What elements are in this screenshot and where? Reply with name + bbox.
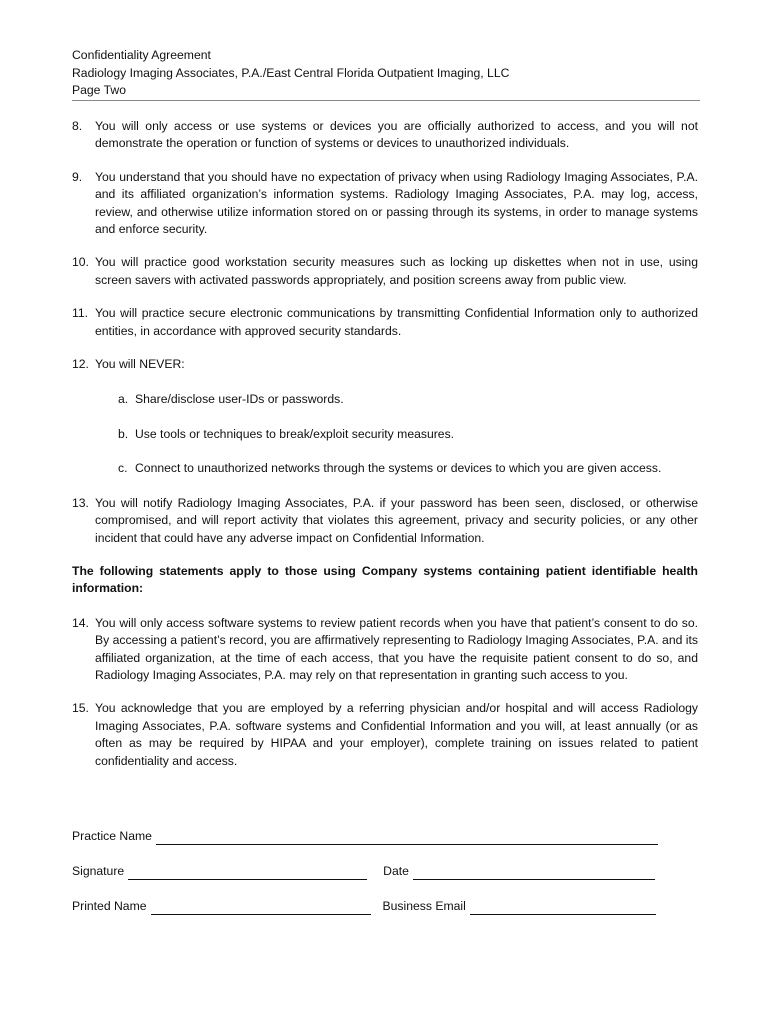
practice-name-row <box>72 828 658 845</box>
header-page-number: Page Two <box>72 83 126 97</box>
clause-text: You acknowledge that you are employed by a referring physician and/or hospital and will access Radiology Imaging Associates, P.A. software systems and Confidential Information and you will, at least annually (or as often as may be required by HIPAA and your employer), complete training on issues related to patient confidentiality and access. <box>95 701 698 768</box>
clause-12b <box>118 426 698 443</box>
clause-10 <box>72 254 698 289</box>
clause-text: You will notify Radiology Imaging Associates, P.A. if your password has been seen, disclosed, or otherwise compromised, and will report activity that violates this agreement, privacy and security policies, or any other incident that could have any adverse impact on Confidential Information. <box>95 495 698 545</box>
clause-8 <box>72 118 698 153</box>
clause-text: You will practice secure electronic communications by transmitting Confidential Information only to authorized entities, in accordance with approved security standards. <box>95 306 698 338</box>
printed-name-line[interactable] <box>151 902 371 915</box>
clause-9 <box>72 169 698 239</box>
signature-field[interactable] <box>72 863 367 880</box>
clause-number: 12. <box>72 357 89 372</box>
signature-label: Signature <box>72 864 125 878</box>
clause-text: You will practice good workstation security measures such as locking up diskettes when not in use, using screen savers with activated passwords appropriately, and position screens away from public view. <box>95 255 698 287</box>
clause-12a <box>118 391 698 408</box>
subclause-letter: a. <box>118 392 129 407</box>
date-line[interactable] <box>413 867 655 880</box>
printed-name-field[interactable] <box>72 898 371 915</box>
signature-date-row <box>72 863 655 880</box>
clause-text: You understand that you should have no expectation of privacy when using Radiology Imaging Associates, P.A. and its affiliated organization’s information systems. Radiology Imaging Associates, P.A. may log, access, review, and otherwise utilize information stored on or passing through its systems, in order to manage systems and enforce security. <box>95 169 698 237</box>
agreement-body <box>72 118 698 786</box>
subclause-text: Use tools or techniques to break/exploit security measures. <box>135 426 455 441</box>
date-field[interactable] <box>383 863 655 880</box>
clause-text: You will only access or use systems or devices you are officially authorized to access, and you will not demonstrate the operation or function of systems or devices to unauthorized individuals. <box>95 119 698 151</box>
clause-15 <box>72 700 698 770</box>
clause-number: 13. <box>72 495 89 510</box>
practice-name-line[interactable] <box>156 832 658 845</box>
phi-notice: The following statements apply to those using Company systems containing patient identifiable health information: <box>72 563 698 596</box>
date-label: Date <box>383 864 409 878</box>
business-email-label: Business Email <box>382 899 466 913</box>
clause-text: You will NEVER: <box>95 357 185 372</box>
clause-number: 14. <box>72 615 89 630</box>
clause-12 <box>72 356 698 373</box>
header-organization: Radiology Imaging Associates, P.A./East Central Florida Outpatient Imaging, LLC <box>72 65 510 80</box>
clause-number: 11. <box>72 306 89 321</box>
clause-12c <box>118 460 698 477</box>
business-email-line[interactable] <box>470 902 656 915</box>
header-title: Confidentiality Agreement <box>72 48 211 62</box>
practice-name-field[interactable] <box>72 828 658 845</box>
clause-14 <box>72 615 698 685</box>
clause-13 <box>72 495 698 547</box>
subclause-text: Connect to unauthorized networks through the systems or devices to which you are given access. <box>135 461 662 476</box>
business-email-field[interactable] <box>383 898 656 915</box>
printed-name-label: Printed Name <box>72 899 147 913</box>
signature-line[interactable] <box>128 867 367 880</box>
page-header <box>72 47 700 100</box>
clause-text: You will only access software systems to review patient records when you have that patient’s consent to do so. By accessing a patient’s record, you are affirmatively representing to Radiology Imaging Associates, P.A. and its affiliated organization, at the time of each access, that you have the requisite patient consent to do so, and Radiology Imaging Associates, P.A. may rely on that representation in granting such access to you. <box>95 615 698 682</box>
clause-number: 15. <box>72 701 89 716</box>
clause-number: 8. <box>72 119 83 133</box>
header-divider <box>72 100 700 101</box>
clause-11 <box>72 305 698 340</box>
subclause-text: Share/disclose user-IDs or passwords. <box>135 392 344 407</box>
subclause-letter: b. <box>118 426 129 441</box>
subclause-letter: c. <box>118 461 128 476</box>
clause-number: 9. <box>72 169 83 184</box>
practice-name-label: Practice Name <box>72 829 152 843</box>
clause-number: 10. <box>72 255 89 270</box>
printed-name-email-row <box>72 898 656 915</box>
